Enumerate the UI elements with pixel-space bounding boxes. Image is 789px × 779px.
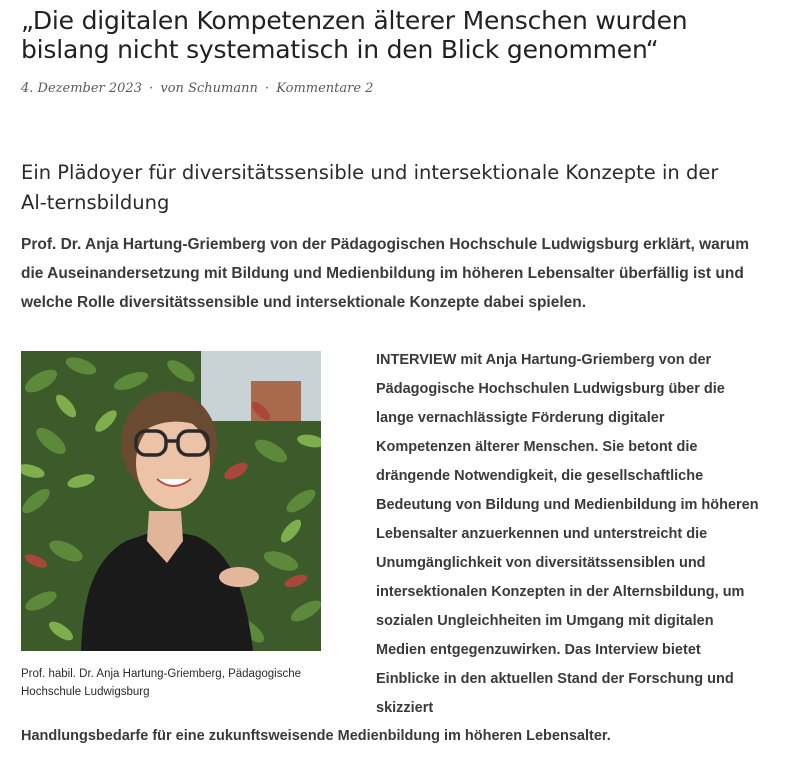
post-date-link[interactable]: 4. Dezember 2023 — [21, 81, 142, 96]
article-lead: Prof. Dr. Anja Hartung-Griemberg von der Pädagogischen Hochschule Ludwigsburg erklärt, warum die Auseinandersetzung mit Bildung und Medienbildung im höheren Lebensalter überfällig ist und welche Rolle diversitätssensible und intersektionale Konzepte dabei spielen. — [21, 236, 750, 311]
meta-separator: · — [149, 81, 154, 96]
interview-intro: INTERVIEW mit Anja Hartung-Griemberg von der Pädagogische Hochschulen Ludwigsburg über die lange vernachlässigte Förderung digitaler Kompetenzen älterer Menschen. Sie betont die drängende Notwendigkeit, die gesellschaftliche Bedeutung von Bildung und Medienbildung im höheren Lebensalter anzuerkennen und unterstreicht die Unumgänglichkeit von diversitätssensiblen und intersektionalen Konzepten in der Alternsbildung, um sozialen Ungleichheiten im Umgang mit digitalen Medien entgegenzuwirken. Das Interview bietet Einblicke in den aktuellen Stand der Forschung und skizziert — [376, 352, 759, 716]
portrait-photo — [21, 351, 321, 651]
interview-intro-continuation: Handlungsbedarfe für eine zukunftsweisende Medienbildung im höheren Lebensalter. — [21, 728, 611, 744]
author-link[interactable]: von Schumann — [160, 81, 258, 96]
comments-link[interactable]: Kommentare 2 — [276, 81, 374, 96]
post-meta — [21, 81, 373, 96]
image-caption: Prof. habil. Dr. Anja Hartung-Griemberg, Pädagogische Hochschule Ludwigsburg — [21, 668, 301, 698]
meta-separator: · — [264, 81, 270, 96]
article-subtitle: Ein Plädoyer für diversitätssensible und intersektionale Konzepte in der Al-ternsbildung — [21, 161, 719, 214]
article-title: „Die digitalen Kompetenzen älterer Menschen wurden bislang nicht systematisch in den Blick genommen“ — [21, 6, 688, 64]
